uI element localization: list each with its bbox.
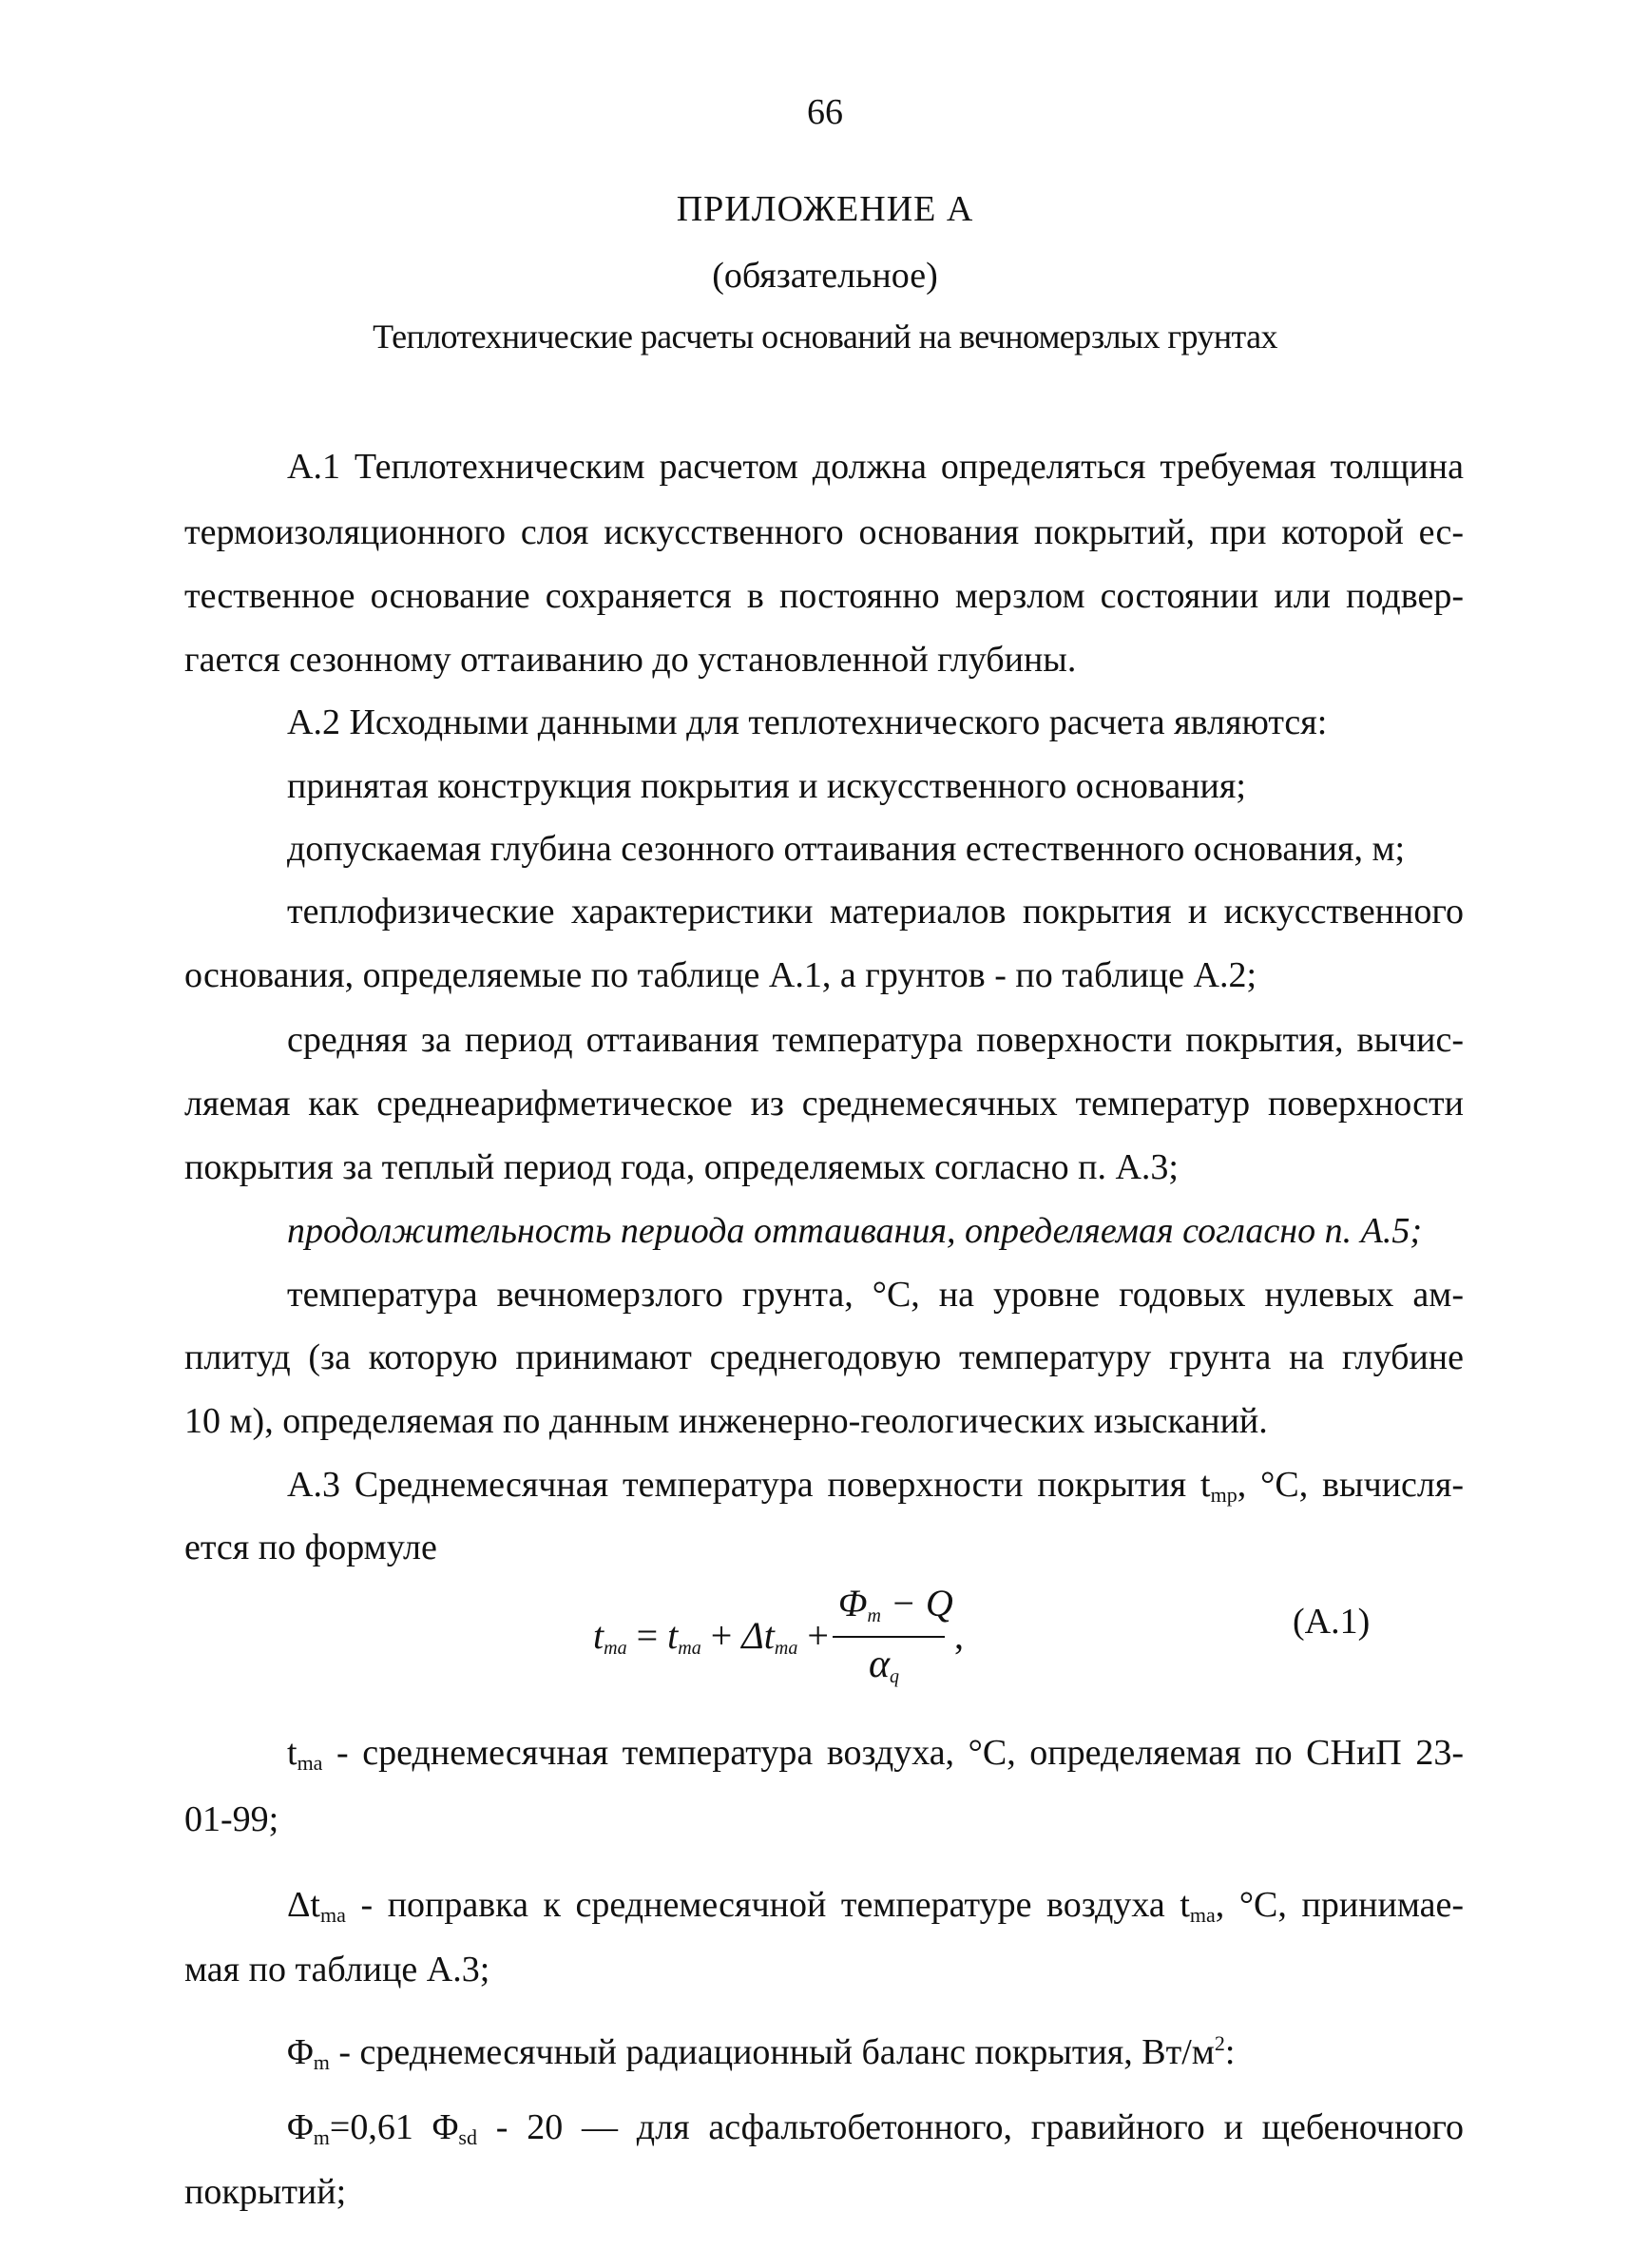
para-a1-line: А.1 Теплотехническим расчетом должна определяться требуемая толщина (287, 447, 1464, 487)
para-a3-sub: mp (1210, 1483, 1238, 1507)
para-a2-item: ляемая как среднеарифметическое из среднемесячных температур поверхности (184, 1084, 1464, 1124)
para-a2-item: допускаемая глубина сезонного оттаивания естественного основания, м; (287, 829, 1406, 869)
appendix-title: ПРИЛОЖЕНИЕ А (676, 189, 974, 229)
page-number: 66 (807, 92, 843, 132)
definition-phim-cont: покрытий; (184, 2172, 347, 2212)
definition-dtma: $\Delta t_{ma}$ - поправка к среднемесячной температуре воздуха $t_{ma}$, °С, принимае- (287, 1885, 1464, 1927)
appendix-heading: Теплотехнические расчеты оснований на вечномерзлых грунтах (373, 317, 1277, 356)
para-a2-item: продолжительность периода оттаивания, определяемая согласно п. А.5; (287, 1211, 1423, 1251)
formula-denominator: $\alpha_q$ (869, 1643, 900, 1687)
formula-a1 (570, 1573, 1103, 1697)
para-a2-item: принятая конструкция покрытия и искусственного основания; (287, 766, 1246, 806)
para-a2-item: теплофизические характеристики материалов покрытия и искусственного (287, 892, 1464, 932)
para-a1-line: тественное основание сохраняется в постоянно мерзлом состоянии или подвер- (184, 576, 1464, 616)
para-a2-item: основания, определяемые по таблице А.1, а грунтов - по таблице А.2; (184, 955, 1257, 995)
fraction-bar (833, 1636, 945, 1638)
appendix-subtitle: (обязательное) (712, 256, 938, 296)
definition-phim: $\Phi_m$ - среднемесячный радиационный баланс покрытия, $Вт/м^2$: (287, 2031, 1236, 2074)
formula-lhs: $t_{ma} = t_{ma} + \Delta t_{ma}$ + (593, 1614, 829, 1659)
equation-number: (А.1) (1293, 1602, 1371, 1642)
para-a3-line: ется по формуле (184, 1528, 437, 1567)
definition-tma: $t_{ma}$ - среднемесячная температура воздуха, °С, определяемая по СНиП 23- (287, 1733, 1464, 1775)
para-a2-item: плитуд (за которую принимают среднегодовую температуру грунта на глубине (184, 1337, 1464, 1377)
para-a1-line: гается сезонному оттаиванию до установленной глубины. (184, 640, 1077, 680)
definition-phim-formula: $\Phi_m=0,61$ $\Phi_{sd} - 20$ — для асфальтобетонного, гравийного и щебеночного (287, 2107, 1464, 2149)
para-a2-item: покрытия за теплый период года, определяемых согласно п. А.3; (184, 1147, 1179, 1187)
formula-comma: , (954, 1614, 964, 1657)
para-a2-intro: А.2 Исходными данными для теплотехнического расчета являются: (287, 702, 1328, 742)
para-a3-text: А.3 Среднемесячная температура поверхности покрытия t (287, 1465, 1211, 1505)
para-a3-line (287, 1463, 1464, 1507)
definition-dtma-cont: мая по таблице А.3; (184, 1950, 490, 1989)
formula-numerator: $\Phi_m - Q$ (838, 1582, 953, 1626)
para-a2-item: температура вечномерзлого грунта, °С, на уровне годовых нулевых ам- (287, 1275, 1464, 1315)
para-a2-item: средняя за период оттаивания температура поверхности покрытия, вычис- (287, 1020, 1464, 1060)
definition-tma-cont: 01-99; (184, 1799, 279, 1839)
para-a3-tail: , °С, вычисля- (1237, 1465, 1464, 1505)
para-a1-line: термоизоляционного слоя искусственного основания покрытий, при которой ес- (184, 512, 1464, 552)
para-a2-item: 10 м), определяемая по данным инженерно-геологических изысканий. (184, 1401, 1268, 1441)
